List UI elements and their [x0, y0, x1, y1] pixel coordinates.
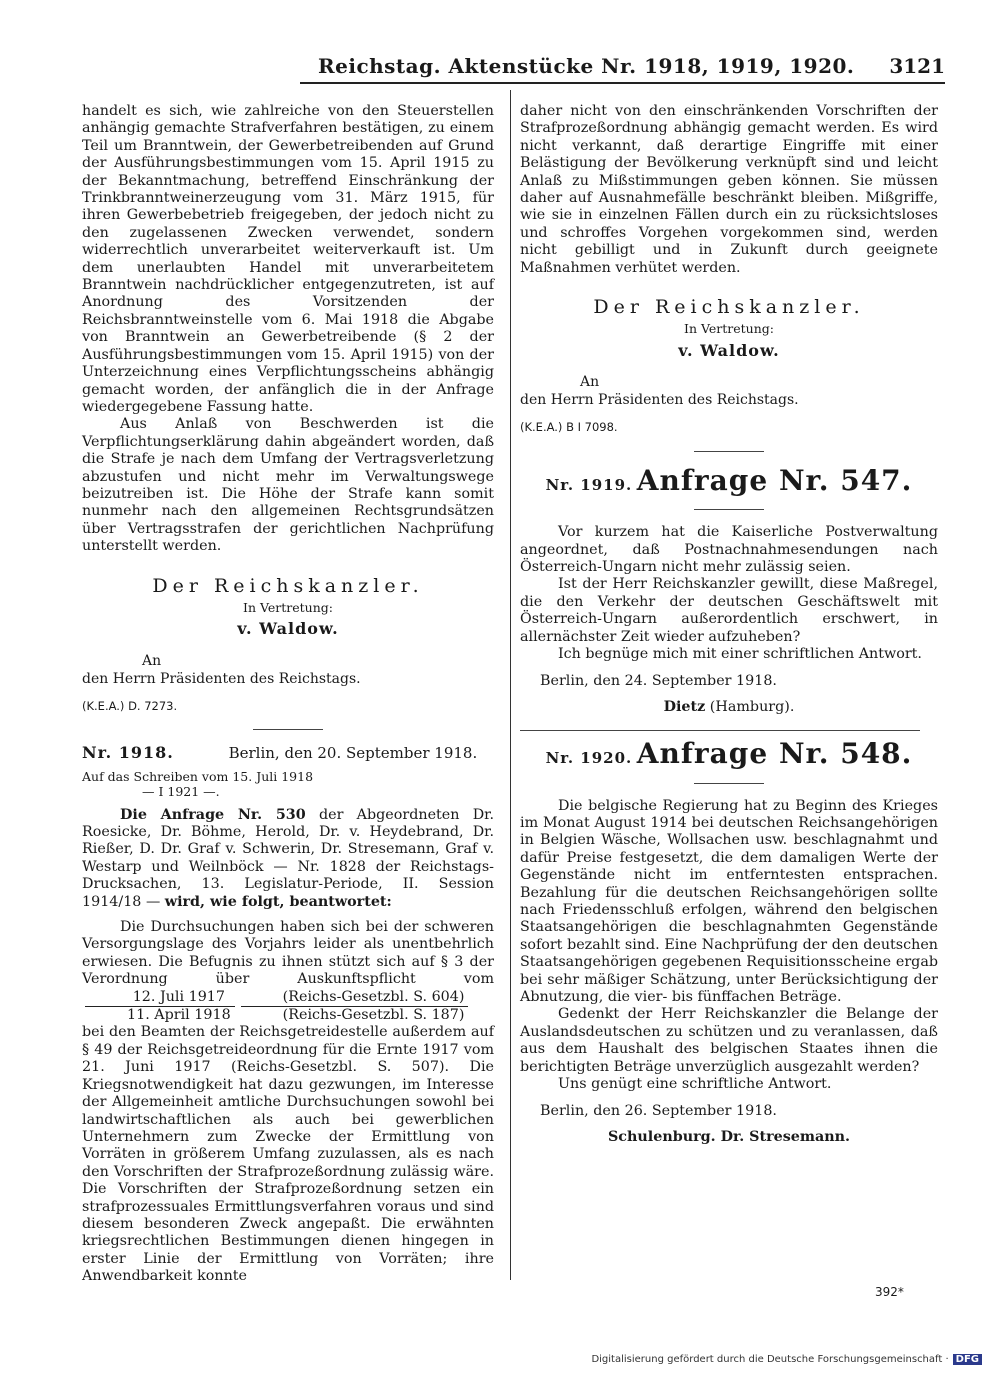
anfrage-547-paragraph-1: Vor kurzem hat die Kaiserliche Postverwaltung angeordnet, daß Postnachnahmesendungen nach Österreich-Ungarn nicht mehr zulässig seien.: [520, 524, 938, 575]
signature-subtitle: In Vertretung:: [243, 599, 333, 615]
anfrage-548-paragraph-2: Gedenkt der Herr Reichskanzler die Belange der Auslandsdeutschen zu schützen und zu veranlassen, daß aus dem Haushalt des belgischen Staates ihnen die berichtigten Beträge unverzüglich ausgezahlt werden?: [520, 1006, 938, 1075]
address-block: [520, 373, 938, 409]
document-date: Berlin, den 20. September 1918.: [228, 744, 478, 763]
signature-name: v. Waldow.: [678, 340, 780, 360]
signer-name-2: Dr. Stresemann.: [715, 1128, 851, 1145]
left-paragraph-4-b: bei den Beamten der Reichsgetreidestelle außerdem auf § 49 der Reichsgetreideordnung für die Ernte 1917 vom 21. Juni 1917 (Reichs-Gesetzbl. S. 507). Die Kriegsnotwendigkeit hat dazu gezwungen, im Interesse der Allgemeinheit amtliche Durchsuchungen sowohl bei landwirtschaftlichen als auch bei gewerblichen Unternehmern zum Zwecke der Ermittlung von Vorräten in größerem Umfang zuzulassen, als es nach den Vorschriften der Strafprozeßordnung zulässig wäre. Die Vorschriften der Strafprozeßordnung setzen ein strafprozessuales Ermittlungsverfahren voraus und sind diesem besonderen Zweck angepaßt. Die erwähnten kriegsrechtlichen Bestimmungen dienen hingegen in erster Linie der Ermittlung von Vorräten; ihre Anwendbarkeit konnte: [82, 1024, 494, 1285]
document-number: Nr. 1919.: [545, 475, 633, 494]
signer-name: Dietz: [663, 698, 706, 715]
dfg-logo: DFG: [953, 1354, 982, 1365]
anfrage-548-paragraph-1: Die belgische Regierung hat zu Beginn des Krieges im Monat August 1914 bei deutschen Reichsangehörigen in Belgien Wäsche, Wollsachen usw. beschlagnahmt und dafür Preise festgesetzt, die dem damaligen Werte der Gegenstände nicht im entferntesten entsprachen. Bezahlung für die deutschen Reichsangehörigen sollte nach Friedensschluß erfolgen, während den belgischen Staatsangehörigen die beschlagnahmten Gegenstände sofort bezahlt sind. Eine Nachprüfung der den deutschen Staatsangehörigen gegebenen Requisitionsscheine ergab bei sehr mäßiger Schätzung, unter Berücksichtigung der Abnutzung, die vier- bis fünffachen Beträge.: [520, 797, 938, 1006]
document-header-1918: [82, 744, 494, 762]
date-fraction-top: 12. Juli 1917: [85, 989, 235, 1007]
address-recipient: den Herrn Präsidenten des Reichstags.: [82, 670, 361, 687]
anfrage-547-date: Berlin, den 24. September 1918.: [540, 673, 777, 690]
left-paragraph-4: [82, 919, 494, 1286]
date-fraction: [85, 989, 235, 1025]
document-number: Nr. 1918.: [82, 743, 174, 763]
left-column: [82, 103, 494, 1286]
heading-rule: [694, 783, 764, 784]
left-paragraph-2: Aus Anlaß von Beschwerden ist die Verpflichtungserklärung dahin abgeändert worden, daß die Strafe je nach dem Umfang der Vertragsverletzung abzustufen und nicht mehr im Verwaltungswege beizutreiben ist. Die Höhe der Strafe kann somit nunmehr nach den allgemeinen Rechtsgrundsätzen über Vertragsstrafen der gerichtlichen Nachprüfung unterstellt werden.: [82, 416, 494, 555]
header-title: Reichstag. Aktenstücke Nr. 1918, 1919, 1920.: [318, 54, 855, 78]
address-an: An: [142, 652, 162, 669]
signer-name: Schulenburg.: [607, 1128, 716, 1145]
signature-title: Der Reichskanzler.: [593, 296, 865, 319]
page-number: 392*: [875, 1285, 904, 1299]
anfrage-548-paragraph-3: Uns genügt eine schriftliche Antwort.: [558, 1076, 832, 1093]
left-paragraph-4-a: Die Durchsuchungen haben sich bei der schweren Versorgungslage des Vorjahrs leider als unentbehrlich erwiesen. Die Befugnis zu ihnen stützt sich auf § 3 der Verordnung über Auskunftspflicht vom: [82, 919, 494, 988]
running-header: [300, 52, 945, 84]
document-heading-1919: [520, 463, 938, 497]
anfrage-title: Anfrage Nr. 547.: [636, 463, 913, 497]
address-recipient: den Herrn Präsidenten des Reichstags.: [520, 392, 799, 409]
anfrage-title: Anfrage Nr. 548.: [636, 737, 913, 771]
column-divider: [510, 90, 511, 1280]
anfrage-530-lead: Die Anfrage Nr. 530: [120, 806, 306, 823]
anfrage-547-signer: [520, 699, 938, 716]
anfrage-547-paragraph-2: Ist der Herr Reichskanzler gewillt, diese Maßregel, die den Verkehr der deutschen Geschäftswelt mit Österreich-Ungarn außerordentlich erschwert, in allernächster Zeit wieder aufzuheben?: [520, 576, 938, 645]
signature-subtitle: In Vertretung:: [684, 321, 774, 337]
anfrage-530-tail: wird, wie folgt, beantwortet:: [164, 893, 392, 910]
anfrage-530-text: der Abgeordneten Dr. Roesicke, Dr. Böhme, Herold, Dr. v. Heydebrand, Dr. Rießer, D. Dr. Graf v. Schwerin, Dr. Stresemann, Graf v. Westarp und Weilnböck — Nr. 1828 der Reichstags-Drucksachen, 13. Legislatur-Periode, II. Session 1914/18 —: [82, 806, 494, 910]
reference-number: (K.E.A.) B I 7098.: [520, 420, 618, 435]
footer-credit: [591, 1354, 982, 1365]
right-column: [520, 103, 938, 1146]
header-page-number: 3121: [889, 54, 945, 78]
document-number: Nr. 1920.: [545, 749, 633, 768]
section-rule: [253, 729, 323, 730]
address-block: [82, 652, 494, 688]
footer-text: Digitalisierung gefördert durch die Deutsche Forschungsgemeinschaft ·: [591, 1354, 949, 1365]
anfrage-548-date: Berlin, den 26. September 1918.: [540, 1103, 777, 1120]
section-rule: [694, 451, 764, 452]
section-rule-long: [520, 730, 920, 731]
document-heading-1920: [520, 737, 938, 771]
address-an: An: [580, 374, 600, 391]
gazette-fraction: [241, 989, 469, 1025]
reference-note-line-1: Auf das Schreiben vom 15. Juli 1918: [82, 768, 314, 784]
heading-rule: [694, 509, 764, 510]
signature-title: Der Reichskanzler.: [152, 574, 424, 597]
reference-note: [82, 769, 494, 799]
left-paragraph-1: handelt es sich, wie zahlreiche von den Steuerstellen anhängig gemachte Strafverfahren bestätigen, zu einem Teil um Branntwein, der Gewerbetreibenden auf Grund der Ausführungsbestimmungen vom 15. April 1915 zu der Bekanntmachung, betreffend Einschränkung der Trinkbranntweinerzeugung vom 31. März 1915, für ihren Gewerbebetrieb freigegeben, der jedoch nicht zu den zugelassenen Zwecken verwendet, sondern widerrechtlich unverarbeitet weiterverkauft ist. Um dem unerlaubten Handel mit unverarbeitetem Branntwein nachdrücklicher entgegenzutreten, ist auf Anordnung des Vorsitzenden der Reichsbranntweinstelle vom 6. Mai 1918 die Abgabe von Branntwein an Gewerbetreibende (§ 2 der Ausführungsbestimmungen vom 15. April 1915) von der Unterzeichnung eines Verpflichtungsscheins abhängig gemacht worden, der anfänglich die in der Anfrage wiedergegebene Fassung hatte.: [82, 103, 494, 415]
left-paragraph-3: [82, 807, 494, 911]
gazette-fraction-top: (Reichs-Gesetzbl. S. 604): [241, 989, 469, 1007]
reference-note-line-2: — I 1921 —.: [142, 783, 220, 799]
gazette-fraction-bottom: (Reichs-Gesetzbl. S. 187): [282, 1007, 465, 1024]
anfrage-547-paragraph-3: Ich begnüge mich mit einer schriftlichen Antwort.: [558, 645, 922, 662]
right-paragraph-1: daher nicht von den einschränkenden Vorschriften der Strafprozeßordnung abhängig gemacht werden. Es wird nicht verkannt, daß derartige Eingriffe mit einer Belästigung der Bevölkerung verknüpft sind und leicht Anlaß zu Mißstimmungen geben können. Sie müssen daher auf Ausnahmefälle beschränkt bleiben. Mißgriffe, wie sie in einzelnen Fällen durch ein zu rücksichtsloses und schroffes Vorgehen vorgekommen sind, werden nicht gebilligt und in Zukunft durch geeignete Maßnahmen verhütet werden.: [520, 103, 938, 276]
anfrage-548-signers: [520, 1129, 938, 1146]
signature-name: v. Waldow.: [237, 619, 339, 639]
date-fraction-bottom: 11. April 1918: [127, 1007, 231, 1024]
signer-place: (Hamburg).: [705, 698, 795, 715]
reference-number: (K.E.A.) D. 7273.: [82, 698, 178, 713]
